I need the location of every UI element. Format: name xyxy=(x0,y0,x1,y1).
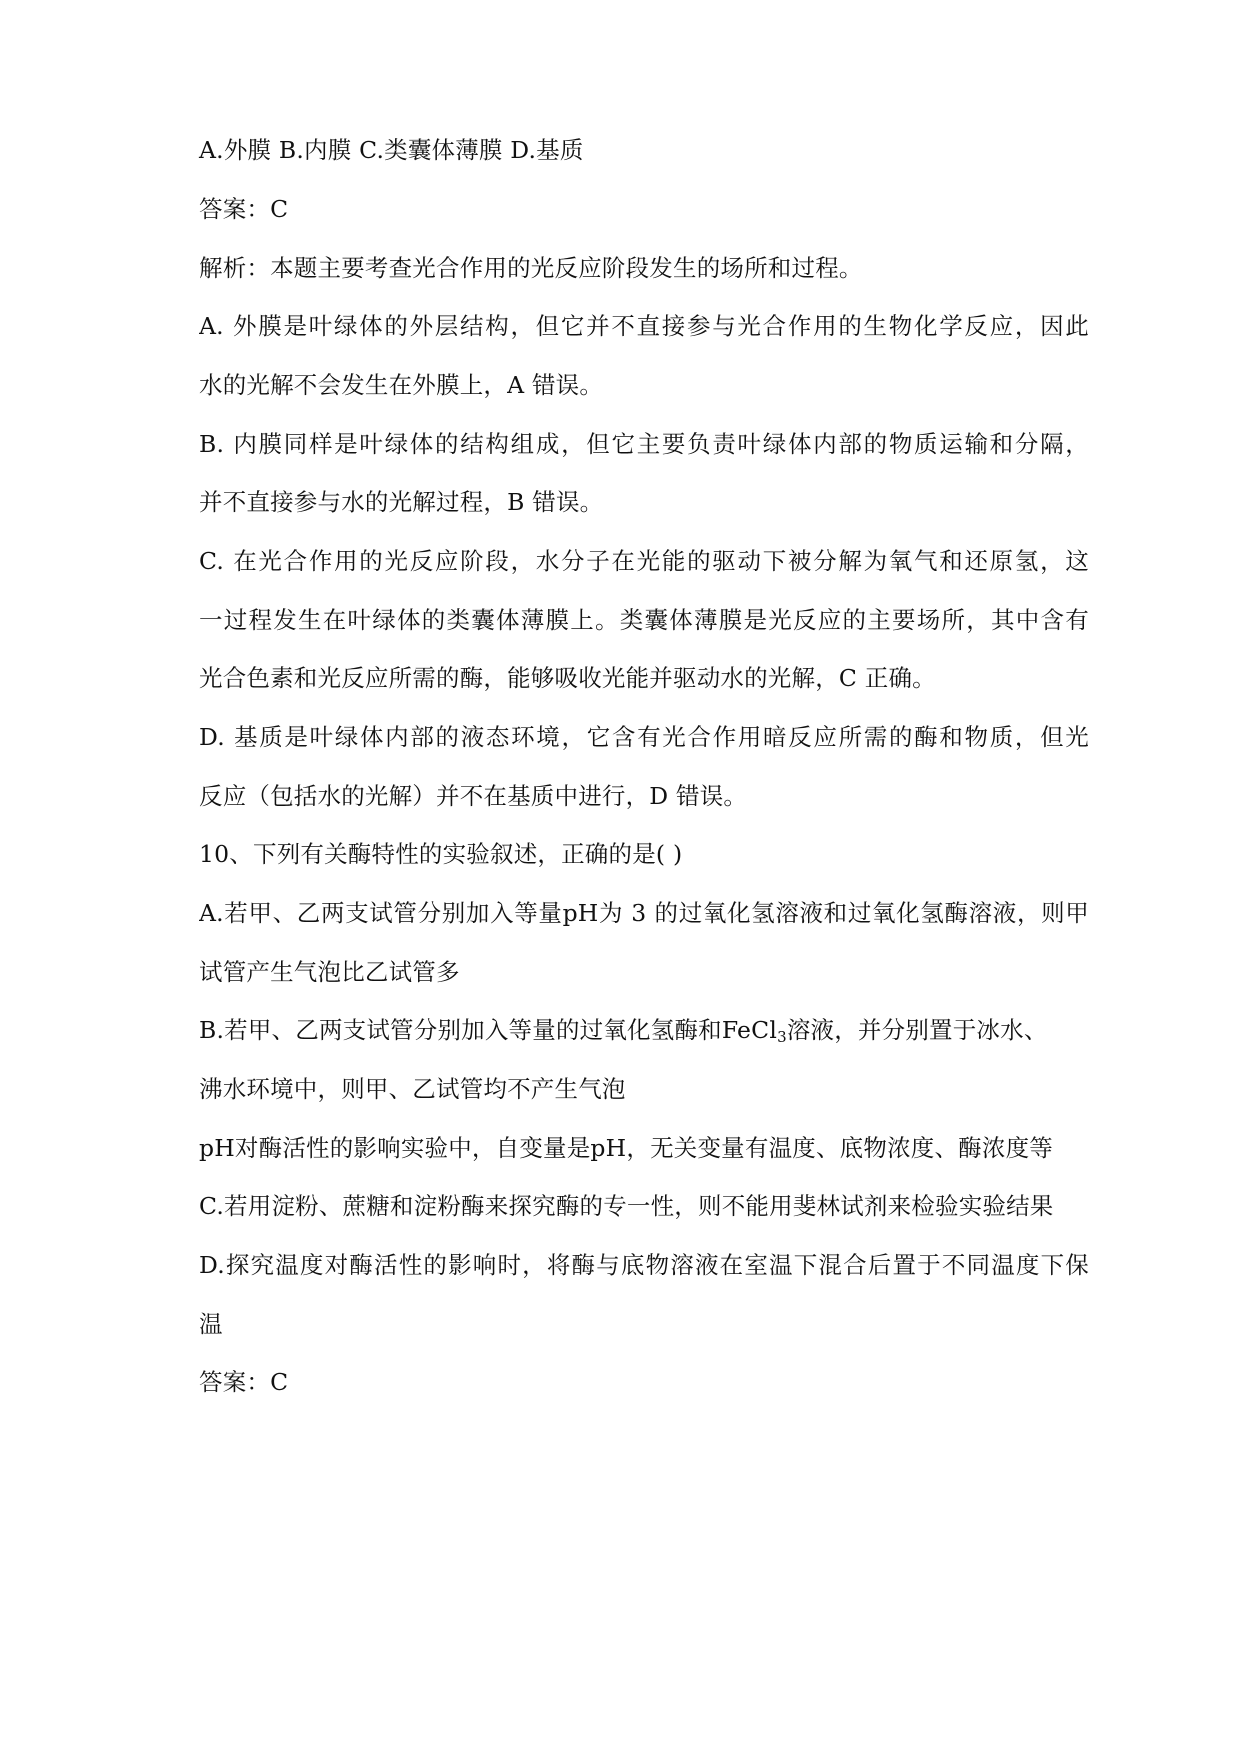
question-10-stem: 10、下列有关酶特性的实验叙述，正确的是( ) xyxy=(199,840,683,868)
explanation-c-line-1: C. 在光合作用的光反应阶段，水分子在光能的驱动下被分解为氧气和还原氢，这 xyxy=(199,547,1089,575)
explanation-a-line-1: A. 外膜是叶绿体的外层结构，但它并不直接参与光合作用的生物化学反应，因此 xyxy=(199,312,1089,340)
explanation-d-line-2: 反应（包括水的光解）并不在基质中进行，D 错误。 xyxy=(199,782,748,810)
question-10-ph-statement: pH对酶活性的影响实验中，自变量是pH，无关变量有温度、底物浓度、酶浓度等 xyxy=(199,1134,1053,1162)
question-10-option-b-line-2: 沸水环境中，则甲、乙试管均不产生气泡 xyxy=(199,1075,626,1103)
question-10-option-d-line-1: D.探究温度对酶活性的影响时，将酶与底物溶液在室温下混合后置于不同温度下保 xyxy=(199,1251,1089,1279)
explanation-c-line-3: 光合色素和光反应所需的酶，能够吸收光能并驱动水的光解，C 正确。 xyxy=(199,664,936,692)
explanation-c-line-2: 一过程发生在叶绿体的类囊体薄膜上。类囊体薄膜是光反应的主要场所，其中含有 xyxy=(199,606,1089,634)
explanation-b-line-1: B. 内膜同样是叶绿体的结构组成，但它主要负责叶绿体内部的物质运输和分隔， xyxy=(199,430,1089,458)
question-10-option-a-line-1: A.若甲、乙两支试管分别加入等量pH为 3 的过氧化氢溶液和过氧化氢酶溶液，则甲 xyxy=(199,899,1089,927)
question-10-option-d-line-2: 温 xyxy=(199,1310,223,1338)
answer-10: 答案：C xyxy=(199,1368,289,1396)
explanation-a-line-2: 水的光解不会发生在外膜上，A 错误。 xyxy=(199,371,604,399)
question-10-option-c: C.若用淀粉、蔗糖和淀粉酶来探究酶的专一性，则不能用斐林试剂来检验实验结果 xyxy=(199,1192,1054,1220)
option-b-text-before-subscript: B.若甲、乙两支试管分别加入等量的过氧化氢酶和FeCl xyxy=(199,1016,778,1044)
question-9-options: A.外膜 B.内膜 C.类囊体薄膜 D.基质 xyxy=(199,136,584,164)
document-page xyxy=(199,0,1089,1754)
explanation-d-line-1: D. 基质是叶绿体内部的液态环境，它含有光合作用暗反应所需的酶和物质，但光 xyxy=(199,723,1089,751)
fecl3-subscript: 3 xyxy=(777,1028,787,1046)
option-b-text-after-subscript: 溶液，并分别置于冰水、 xyxy=(786,1016,1048,1044)
answer-9: 答案：C xyxy=(199,195,289,223)
question-10-option-a-line-2: 试管产生气泡比乙试管多 xyxy=(199,958,460,986)
explanation-intro: 解析：本题主要考查光合作用的光反应阶段发生的场所和过程。 xyxy=(199,254,863,282)
explanation-b-line-2: 并不直接参与水的光解过程，B 错误。 xyxy=(199,488,604,516)
question-10-option-b-line-1 xyxy=(199,1014,1089,1046)
